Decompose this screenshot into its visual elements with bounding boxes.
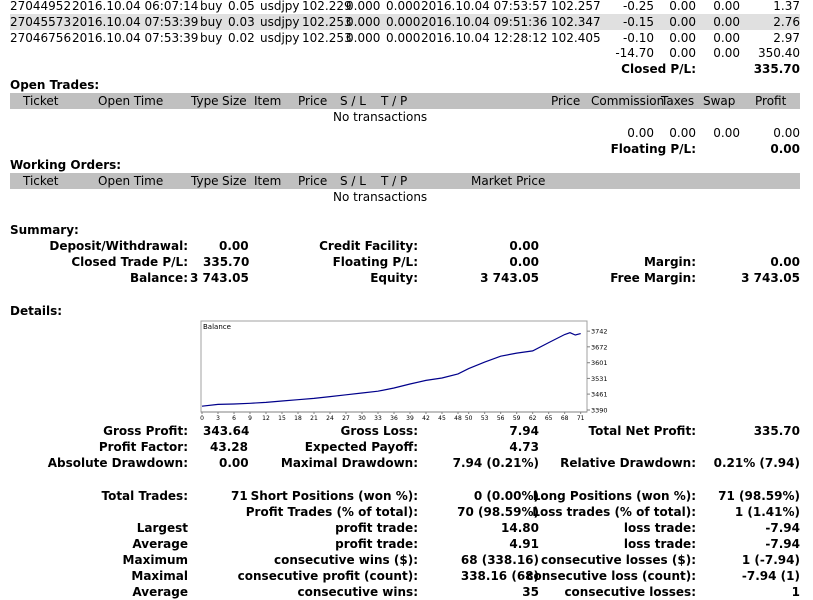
floating-pl-label: Floating P/L:: [610, 142, 696, 156]
cell-item: usdjpy: [260, 15, 300, 29]
x-tick-label: 62: [528, 415, 537, 422]
average-label: Average: [132, 537, 188, 551]
open-total-taxes: 0.00: [669, 126, 696, 140]
deposit-label: Deposit/Withdrawal:: [49, 239, 188, 253]
x-tick-label: 65: [544, 415, 553, 422]
cell-taxes: 0.00: [669, 15, 696, 29]
cell-item: usdjpy: [260, 31, 300, 45]
maximal-drawdown-label: Maximal Drawdown:: [280, 456, 418, 470]
average-loss-value: -7.94: [765, 537, 800, 551]
cell-swap: 0.00: [713, 15, 740, 29]
open-trades-empty: No transactions: [333, 110, 428, 124]
open-trades-header: [10, 93, 800, 109]
cell-ticket: 27044952: [10, 0, 72, 13]
gross-profit-label: Gross Profit:: [103, 424, 188, 438]
col-ticket: Ticket: [23, 174, 59, 188]
max-cons-wins-value: 68 (338.16): [460, 553, 539, 567]
x-tick-label: 15: [278, 415, 286, 422]
col-type: Type: [191, 174, 219, 188]
cell-swap: 0.00: [713, 31, 740, 45]
working-orders-header: [10, 173, 800, 189]
open-trades-title: Open Trades:: [10, 78, 100, 92]
cell-taxes: 0.00: [669, 0, 696, 13]
balance-label: Balance:: [129, 271, 188, 285]
cell-close-time: 2016.10.04 09:51:36: [421, 15, 548, 29]
floating-pl-value: 0.00: [770, 142, 800, 156]
total-trades-label: Total Trades:: [101, 489, 188, 503]
cell-sl: 0.000: [346, 15, 381, 29]
closed-pl-label: Closed P/L:: [621, 62, 696, 76]
maximal-cons-loss-value: -7.94 (1): [741, 569, 800, 583]
x-tick-label: 33: [374, 415, 382, 422]
col-commission: Commission: [591, 94, 665, 108]
x-tick-label: 42: [422, 415, 430, 422]
x-tick-label: 48: [454, 415, 462, 422]
x-tick-label: 3: [216, 415, 220, 422]
avg-cons-wins-label: consecutive wins:: [297, 585, 418, 599]
absolute-drawdown-label: Absolute Drawdown:: [47, 456, 188, 470]
col-swap: Swap: [703, 94, 736, 108]
x-tick-label: 50: [464, 415, 473, 422]
profit-trades-label: Profit Trades (% of total):: [245, 505, 418, 519]
cell-profit: 1.37: [773, 0, 800, 13]
cell-open-time: 2016.10.04 06:07:14: [72, 0, 199, 13]
cell-profit: 2.76: [773, 15, 800, 29]
working-orders-empty: No transactions: [333, 190, 428, 204]
cell-tp: 0.000: [386, 31, 421, 45]
cell-type: buy: [200, 15, 223, 29]
credit-value: 0.00: [509, 239, 539, 253]
cell-open-time: 2016.10.04 07:53:39: [72, 31, 199, 45]
cell-profit: 2.97: [773, 31, 800, 45]
cell-type: buy: [200, 0, 223, 13]
cell-commission: -0.25: [622, 0, 654, 13]
working-orders-title: Working Orders:: [10, 158, 122, 172]
col-tp: T / P: [381, 174, 408, 188]
col-item: Item: [254, 174, 282, 188]
y-tick-label: 3672: [591, 343, 608, 352]
relative-drawdown-value: 0.21% (7.94): [713, 456, 800, 470]
short-positions-value: 0 (0.00%): [473, 489, 539, 503]
x-tick-label: 56: [496, 415, 505, 422]
closed-trade-row: [10, 0, 800, 14]
average-loss-label: loss trade:: [623, 537, 696, 551]
avg-cons-losses-value: 1: [791, 585, 800, 599]
x-tick-label: 0: [200, 415, 204, 422]
closed-total-swap: 0.00: [713, 46, 740, 60]
expected-payoff-label: Expected Payoff:: [304, 440, 418, 454]
credit-label: Credit Facility:: [319, 239, 418, 253]
gross-loss-label: Gross Loss:: [340, 424, 418, 438]
cell-ticket: 27045573: [10, 15, 72, 29]
max-cons-losses-value: 1 (-7.94): [741, 553, 800, 567]
equity-label: Equity:: [370, 271, 418, 285]
y-tick-label: 3531: [591, 374, 608, 383]
cell-open-time: 2016.10.04 07:53:39: [72, 15, 199, 29]
col-size: Size: [222, 94, 247, 108]
cell-ticket: 27046756: [10, 31, 72, 45]
cell-close-price: 102.405: [551, 31, 601, 45]
cell-size: 0.05: [228, 0, 255, 13]
col-price: Price: [298, 94, 328, 108]
average2-label: Average: [132, 585, 188, 599]
y-tick-label: 3390: [591, 406, 608, 415]
summary-floating-value: 0.00: [509, 255, 539, 269]
largest-label: Largest: [136, 521, 188, 535]
cell-type: buy: [200, 31, 223, 45]
max-cons-wins-label: consecutive wins ($):: [273, 553, 418, 567]
closed-total-commission: -14.70: [615, 46, 654, 60]
closed-trade-pl-value: 335.70: [203, 255, 250, 269]
details-title: Details:: [10, 304, 63, 318]
x-tick-label: 36: [390, 415, 398, 422]
col-item: Item: [254, 94, 282, 108]
x-tick-label: 53: [480, 415, 489, 422]
closed-total-taxes: 0.00: [669, 46, 696, 60]
col-market-price: Market Price: [471, 174, 546, 188]
cell-item: usdjpy: [260, 0, 300, 13]
col-ticket: Ticket: [23, 94, 59, 108]
y-tick-label: 3601: [591, 359, 608, 368]
profit-trades-value: 70 (98.59%): [457, 505, 539, 519]
closed-trade-pl-label: Closed Trade P/L:: [71, 255, 188, 269]
summary-floating-label: Floating P/L:: [332, 255, 418, 269]
largest-loss-label: loss trade:: [623, 521, 696, 535]
profit-factor-value: 43.28: [210, 440, 248, 454]
margin-value: 0.00: [770, 255, 800, 269]
gross-profit-value: 343.64: [203, 424, 250, 438]
summary-title: Summary:: [10, 223, 79, 237]
x-tick-label: 24: [326, 415, 334, 422]
col-tp: T / P: [381, 94, 408, 108]
x-tick-label: 27: [342, 415, 350, 422]
deposit-value: 0.00: [219, 239, 249, 253]
x-tick-label: 18: [294, 415, 302, 422]
free-margin-value: 3 743.05: [741, 271, 800, 285]
maximal-cons-loss-label: consecutive loss (count):: [526, 569, 696, 583]
equity-value: 3 743.05: [480, 271, 539, 285]
x-tick-label: 30: [358, 415, 366, 422]
x-tick-label: 9: [248, 415, 252, 422]
cell-taxes: 0.00: [669, 31, 696, 45]
cell-price: 102.229: [302, 0, 352, 13]
col-size: Size: [222, 174, 247, 188]
cell-commission: -0.15: [622, 15, 654, 29]
maximal-cons-profit-value: 338.16 (68): [460, 569, 539, 583]
closed-trade-row: [10, 30, 800, 46]
col-profit: Profit: [755, 94, 787, 108]
x-tick-label: 12: [262, 415, 270, 422]
gross-loss-value: 7.94: [509, 424, 539, 438]
maximal-cons-profit-label: consecutive profit (count):: [237, 569, 418, 583]
avg-cons-losses-label: consecutive losses:: [564, 585, 696, 599]
cell-sl: 0.000: [346, 0, 381, 13]
maximal-drawdown-value: 7.94 (0.21%): [452, 456, 539, 470]
average-profit-label: profit trade:: [335, 537, 418, 551]
cell-commission: -0.10: [622, 31, 654, 45]
col-open-time: Open Time: [98, 174, 164, 188]
net-profit-label: Total Net Profit:: [588, 424, 696, 438]
short-positions-label: Short Positions (won %):: [250, 489, 418, 503]
cell-tp: 0.000: [386, 15, 421, 29]
x-tick-label: 68: [560, 415, 569, 422]
chart-title: Balance: [203, 323, 231, 331]
open-total-commission: 0.00: [627, 126, 654, 140]
loss-trades-value: 1 (1.41%): [734, 505, 800, 519]
cell-price: 102.253: [302, 15, 352, 29]
balance-value: 3 743.05: [190, 271, 249, 285]
avg-cons-wins-value: 35: [522, 585, 539, 599]
closed-pl-value: 335.70: [753, 62, 800, 76]
net-profit-value: 335.70: [753, 424, 800, 438]
col-open-time: Open Time: [98, 94, 164, 108]
margin-label: Margin:: [643, 255, 696, 269]
col-taxes: Taxes: [661, 94, 695, 108]
total-trades-value: 71: [231, 489, 248, 503]
cell-price: 102.253: [302, 31, 352, 45]
cell-close-time: 2016.10.04 07:53:57: [421, 0, 548, 13]
cell-size: 0.02: [228, 31, 255, 45]
col-sl: S / L: [340, 94, 366, 108]
open-total-profit: 0.00: [773, 126, 800, 140]
balance-chart: [200, 320, 612, 422]
closed-total-profit: 350.40: [758, 46, 800, 60]
col-price2: Price: [551, 94, 581, 108]
maximum-label: Maximum: [122, 553, 188, 567]
largest-profit-value: 14.80: [501, 521, 539, 535]
cell-close-price: 102.347: [551, 15, 601, 29]
cell-tp: 0.000: [386, 0, 421, 13]
cell-sl: 0.000: [346, 31, 381, 45]
x-tick-label: 39: [406, 415, 414, 422]
cell-size: 0.03: [228, 15, 255, 29]
closed-trade-row: [10, 14, 800, 30]
long-positions-value: 71 (98.59%): [718, 489, 800, 503]
col-price: Price: [298, 174, 328, 188]
average-profit-value: 4.91: [509, 537, 539, 551]
largest-profit-label: profit trade:: [335, 521, 418, 535]
x-tick-label: 45: [438, 415, 446, 422]
col-sl: S / L: [340, 174, 366, 188]
loss-trades-label: Loss trades (% of total):: [532, 505, 696, 519]
open-total-swap: 0.00: [713, 126, 740, 140]
largest-loss-value: -7.94: [765, 521, 800, 535]
max-cons-losses-label: consecutive losses ($):: [540, 553, 696, 567]
y-tick-label: 3742: [591, 327, 608, 336]
x-tick-label: 21: [310, 415, 318, 422]
free-margin-label: Free Margin:: [610, 271, 696, 285]
absolute-drawdown-value: 0.00: [219, 456, 249, 470]
cell-close-time: 2016.10.04 12:28:12: [421, 31, 548, 45]
expected-payoff-value: 4.73: [509, 440, 539, 454]
long-positions-label: Long Positions (won %):: [532, 489, 696, 503]
y-tick-label: 3461: [591, 390, 608, 399]
x-tick-label: 6: [232, 415, 236, 422]
cell-close-price: 102.257: [551, 0, 601, 13]
maximal-label: Maximal: [131, 569, 188, 583]
x-tick-label: 71: [576, 415, 585, 422]
relative-drawdown-label: Relative Drawdown:: [560, 456, 696, 470]
profit-factor-label: Profit Factor:: [98, 440, 188, 454]
x-tick-label: 59: [512, 415, 521, 422]
cell-swap: 0.00: [713, 0, 740, 13]
col-type: Type: [191, 94, 219, 108]
